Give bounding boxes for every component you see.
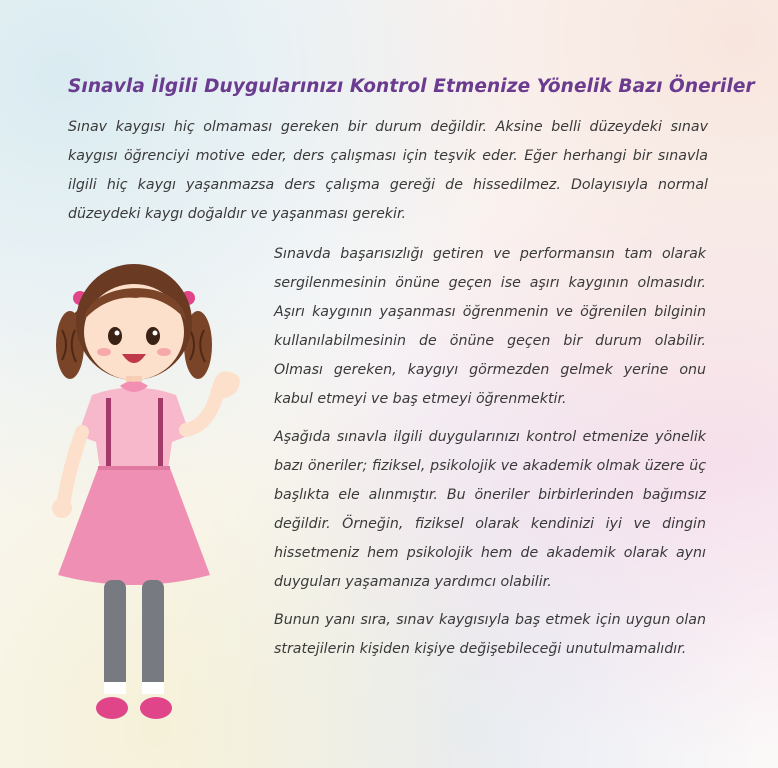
body-paragraph-2: Aşağıda sınavla ilgili duygularınızı kontrol etmenize yönelik bazı öneriler; fiziksel, psikolojik ve akademik olmak üzere üç başlıkta ele alınmıştır. Bu öneriler birbirlerinden bağımsız değildir. Örneğin, fiziksel olarak kendinizi iyi ve dingin hissetmeniz hem psikolojik hem de akademik olarak aynı duyguları yaşamanıza yardımcı olabilir.	[274, 429, 706, 590]
waving-girl-illustration	[40, 250, 270, 740]
body-paragraph-1: Sınavda başarısızlığı getiren ve performansın tam olarak sergilenmesinin önüne geçen ise aşırı kaygının olmasıdır. Aşırı kaygının yaşanması öğrenmenin ve öğrenilen bilginin kullanılabilmesinin de önüne geçen bir durum olabilir. Olması gereken, kaygıyı görmezden gelmek yerine onu kabul etmeyi ve baş etmeyi öğrenmektir.	[274, 246, 706, 407]
body-paragraph-3: Bunun yanı sıra, sınav kaygısıyla baş etmek için uygun olan stratejilerin kişiden kişiye değişebileceği unutulmamalıdır.	[274, 612, 706, 657]
intro-paragraph: Sınav kaygısı hiç olmaması gereken bir durum değildir. Aksine belli düzeydeki sınav kaygısı öğrenciyi motive eder, ders çalışması için teşvik eder. Eğer herhangi bir sınavla ilgili hiç kaygı yaşanmazsa ders çalışma gereği de hissedilmez. Dolayısıyla normal düzeydeki kaygı doğaldır ve yaşanması gerekir.	[68, 119, 708, 222]
page-title: Sınavla İlgili Duygularınızı Kontrol Etmenize Yönelik Bazı Öneriler	[68, 76, 755, 98]
